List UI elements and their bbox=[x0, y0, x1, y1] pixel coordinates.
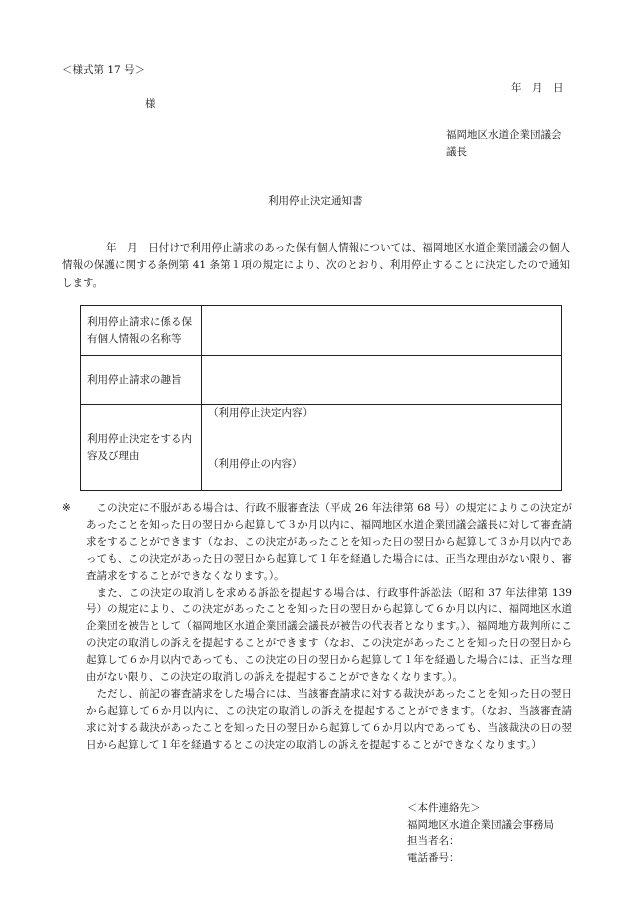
row-label-purpose: 利用停止請求の趣旨 bbox=[81, 356, 202, 405]
contact-block bbox=[407, 800, 554, 866]
note-mark: ※ bbox=[62, 502, 71, 514]
table-row bbox=[81, 356, 562, 405]
note-paragraph-2: また、この決定の取消しを求める訴訟を提起する場合は、行政事件訴訟法（昭和 37 年法律第 139 号）の規定により、この決定があったことを知った日の翌日から起算して６か月以内に、福岡地区水道企業団を被告として（福岡地区水道企業団議会議長が被告の代表者となります。）、福岡地方裁判所にこの決定の取消しの訴えを提起することができます（なお、この決定があったことを知った日の翌日から起算して６か月以内であっても、この決定の日の翌日から起算して１年を経過した場合には、正当な理由がない限り、この決定の取消しの訴えを提起することができなくなります。）。 bbox=[86, 586, 572, 684]
contact-person-label: 担当者名： bbox=[407, 835, 460, 847]
contact-office: 福岡地区水道企業団議会事務局 bbox=[407, 818, 554, 831]
addressee-suffix: 様 bbox=[145, 98, 156, 110]
sender-title: 議長 bbox=[446, 146, 467, 158]
date-line: 年 月 日 bbox=[511, 82, 564, 94]
decision-content-label: （利用停止決定内容） bbox=[208, 407, 313, 419]
suspension-content-label: （利用停止の内容） bbox=[208, 458, 303, 470]
document-title: 利用停止決定通知書 bbox=[268, 195, 363, 207]
row-label-decision: 利用停止決定をする内容及び理由 bbox=[81, 405, 202, 491]
row-value-name bbox=[202, 306, 562, 356]
note-paragraph-3: ただし、前記の審査請求をした場合には、当該審査請求に対する裁決があったことを知った日の翌日から起算して６か月以内に、この決定の取消しの訴えを提起することができます。（なお、当該審査請求に対する裁決があったことを知った日の翌日から起算して６か月以内であっても、当該裁決の日の翌日から起算して１年を経過するとこの決定の取消しの訴えを提起することができなくなります。） bbox=[86, 687, 572, 751]
table-row bbox=[81, 306, 562, 356]
row-value-purpose bbox=[202, 356, 562, 405]
contact-phone-label: 電話番号： bbox=[407, 851, 460, 864]
row-value-decision bbox=[202, 405, 562, 491]
sender-organization: 福岡地区水道企業団議会 bbox=[446, 129, 562, 141]
body-text: 年 月 日付けで利用停止請求のあった保有個人情報については、福岡地区水道企業団議会の個人情報の保護に関する条例第 41 条第１項の規定により、次のとおり、利用停止することに決定したので通知します。 bbox=[62, 242, 570, 289]
row-label-name: 利用停止請求に係る保有個人情報の名称等 bbox=[81, 306, 202, 356]
note-paragraph-1: この決定に不服がある場合は、行政不服審査法（平成 26 年法律第 68 号）の規定によりこの決定があったことを知った日の翌日から起算して３か月以内に、福岡地区水道企業団議会議長に対して審査請求をすることができます（なお、この決定があったことを知った日の翌日から起算して３か月以内であっても、この決定があった日の翌日から起算して１年を経過した場合には、正当な理由がない限り、審査請求をすることができなくなります。）。 bbox=[86, 502, 572, 582]
table-row bbox=[81, 405, 562, 491]
info-table bbox=[80, 305, 562, 491]
contact-heading: ＜本件連絡先＞ bbox=[407, 802, 481, 814]
form-number: ＜様式第 17 号＞ bbox=[62, 64, 146, 76]
